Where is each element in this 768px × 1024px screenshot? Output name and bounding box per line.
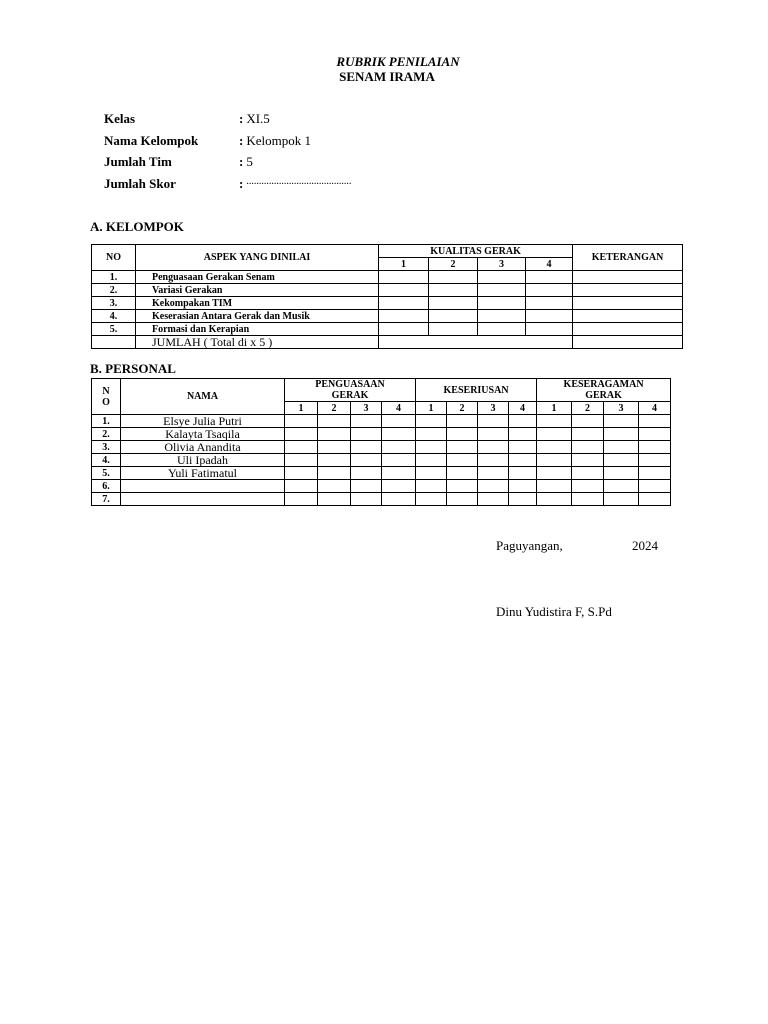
score-header: 3 [604,402,639,415]
col-no-line: O [102,396,110,408]
score-cell[interactable] [526,271,573,284]
score-cell[interactable] [351,428,382,441]
col-nama-header: NAMA [121,379,285,415]
col-penguasaan-header [285,379,416,402]
score-cell[interactable] [639,454,671,467]
table-row [92,271,683,284]
total-score-cell[interactable] [379,336,573,349]
score-header: 3 [478,402,509,415]
score-cell[interactable] [509,467,537,480]
score-cell[interactable] [318,467,351,480]
info-label: Nama Kelompok [104,132,199,148]
score-cell[interactable] [478,297,526,310]
score-cell[interactable] [604,454,639,467]
col-keterangan-header: KETERANGAN [573,245,683,271]
table-row [92,323,683,336]
info-label: Jumlah Skor [104,175,176,191]
row-nama: Yuli Fatimatul [121,467,285,480]
score-cell[interactable] [572,467,604,480]
row-no: 7. [92,493,121,506]
score-cell[interactable] [478,415,509,428]
score-cell[interactable] [379,323,429,336]
row-aspek: Penguasaan Gerakan Senam [136,271,379,284]
row-nama: Uli Ipadah [121,454,285,467]
row-no: 1. [92,271,136,284]
score-cell[interactable] [351,480,382,493]
score-cell[interactable] [318,480,351,493]
row-no: 3. [92,441,121,454]
score-cell[interactable] [318,428,351,441]
personal-table [91,378,671,506]
header-line: PENGUASAAN [315,379,385,390]
kelompok-table [91,244,683,349]
score-cell[interactable] [318,454,351,467]
score-cell[interactable] [478,454,509,467]
score-cell[interactable] [429,323,478,336]
score-cell[interactable] [526,323,573,336]
score-cell[interactable] [526,284,573,297]
score-cell[interactable] [478,271,526,284]
score-cell[interactable] [639,493,671,506]
header-line: GERAK [585,390,622,401]
score-cell[interactable] [478,284,526,297]
score-cell[interactable] [537,454,572,467]
row-no: 2. [92,428,121,441]
info-value: .......................................... [246,175,352,187]
score-cell[interactable] [447,428,478,441]
score-cell[interactable] [604,415,639,428]
score-cell[interactable] [639,467,671,480]
table-row [92,454,671,467]
document-title: RUBRIK PENILAIAN [336,54,460,69]
col-keseriusan-header: KESERIUSAN [416,379,537,402]
score-cell[interactable] [537,493,572,506]
header-line: GERAK [331,390,369,401]
info-colon: : [239,132,244,148]
info-block [104,111,351,197]
score-cell[interactable] [416,467,447,480]
score-cell[interactable] [429,271,478,284]
score-cell[interactable] [416,493,447,506]
header-line: KESERAGAMAN [563,379,644,390]
score-cell[interactable] [604,467,639,480]
score-cell[interactable] [429,297,478,310]
score-cell[interactable] [639,480,671,493]
col-kualitas-header: KUALITAS GERAK [379,245,573,258]
table-row [92,441,671,454]
score-cell[interactable] [604,428,639,441]
score-cell[interactable] [382,454,416,467]
score-cell[interactable] [416,480,447,493]
score-cell[interactable] [478,467,509,480]
table-row [92,297,683,310]
score-cell[interactable] [447,415,478,428]
score-cell[interactable] [572,480,604,493]
score-cell[interactable] [572,454,604,467]
col-no-header: NO [92,245,136,271]
score-cell[interactable] [509,441,537,454]
col-aspek-header: ASPEK YANG DINILAI [136,245,379,271]
total-no-cell [92,336,136,349]
table-row [92,310,683,323]
score-cell[interactable] [526,297,573,310]
score-cell[interactable] [509,428,537,441]
row-nama [121,493,285,506]
row-aspek: Keserasian Antara Gerak dan Musik [136,310,379,323]
score-cell[interactable] [604,441,639,454]
score-cell[interactable] [537,480,572,493]
score-cell[interactable] [604,493,639,506]
table-row [92,284,683,297]
score-cell[interactable] [379,297,429,310]
table-row [92,415,671,428]
document-subtitle: SENAM IRAMA [339,69,435,84]
score-cell[interactable] [416,454,447,467]
score-cell[interactable] [285,454,318,467]
score-header: 2 [572,402,604,415]
score-cell[interactable] [526,310,573,323]
col-keseragaman-header [537,379,671,402]
score-cell[interactable] [285,480,318,493]
table-header-row [92,245,683,258]
score-header: 1 [537,402,572,415]
info-row-jumlah-skor [104,176,351,198]
row-aspek: Variasi Gerakan [136,284,379,297]
table-row [92,467,671,480]
score-cell[interactable] [639,415,671,428]
row-no: 5. [92,467,121,480]
score-cell[interactable] [572,493,604,506]
score-cell[interactable] [639,441,671,454]
score-cell[interactable] [478,310,526,323]
row-aspek: Kekompakan TIM [136,297,379,310]
keterangan-cell[interactable] [573,297,683,310]
score-cell[interactable] [351,415,382,428]
row-no: 3. [92,297,136,310]
jumlah-label: JUMLAH ( Total di x 5 ) [136,336,379,349]
score-cell[interactable] [509,415,537,428]
score-cell[interactable] [382,428,416,441]
score-cell[interactable] [572,415,604,428]
keterangan-cell[interactable] [573,284,683,297]
score-cell[interactable] [351,441,382,454]
score-header: 2 [447,402,478,415]
table-header-row [92,379,671,402]
info-label: Jumlah Tim [104,154,172,169]
row-nama: Kalayta Tsaqila [121,428,285,441]
score-cell[interactable] [537,415,572,428]
score-cell[interactable] [379,271,429,284]
score-header: 3 [351,402,382,415]
score-cell[interactable] [478,441,509,454]
col-no-header [92,379,121,415]
score-cell[interactable] [537,428,572,441]
table-row [92,428,671,441]
info-colon: : [239,111,244,126]
score-cell[interactable] [351,454,382,467]
score-cell[interactable] [537,467,572,480]
score-cell[interactable] [447,467,478,480]
row-no: 4. [92,310,136,323]
row-no: 4. [92,454,121,467]
total-keterangan-cell[interactable] [573,336,683,349]
row-no: 1. [92,415,121,428]
info-value: XI.5 [246,111,270,126]
footer-signature: Dinu Yudistira F, S.Pd [496,604,612,619]
section-b-heading: B. PERSONAL [90,361,176,376]
col-no-line: N [102,385,110,397]
score-cell[interactable] [382,441,416,454]
score-cell[interactable] [478,480,509,493]
info-value: Kelompok 1 [246,132,311,148]
score-cell[interactable] [379,310,429,323]
score-cell[interactable] [285,415,318,428]
info-row-jumlah-tim [104,154,351,176]
section-a-heading: A. KELOMPOK [90,219,184,234]
score-cell[interactable] [604,480,639,493]
score-cell[interactable] [509,454,537,467]
table-row [92,493,671,506]
score-cell[interactable] [351,493,382,506]
score-cell[interactable] [416,428,447,441]
score-header: 1 [416,402,447,415]
score-cell[interactable] [318,493,351,506]
score-cell[interactable] [285,467,318,480]
info-label: Kelas [104,111,136,126]
score-header: 4 [526,258,573,271]
score-cell[interactable] [447,480,478,493]
score-cell[interactable] [639,428,671,441]
score-cell[interactable] [478,493,509,506]
score-cell[interactable] [416,441,447,454]
score-cell[interactable] [382,493,416,506]
row-no: 6. [92,480,121,493]
score-header: 1 [379,258,429,271]
score-cell[interactable] [382,415,416,428]
score-cell[interactable] [285,441,318,454]
footer-place: Paguyangan, [496,538,563,553]
score-cell[interactable] [447,493,478,506]
score-cell[interactable] [509,493,537,506]
score-cell[interactable] [379,284,429,297]
score-header: 1 [285,402,318,415]
score-header: 4 [509,402,537,415]
score-header: 2 [429,258,478,271]
score-header: 4 [382,402,416,415]
score-cell[interactable] [509,480,537,493]
score-cell[interactable] [572,441,604,454]
footer-year: 2024 [632,538,658,553]
score-header: 2 [318,402,351,415]
score-cell[interactable] [318,441,351,454]
score-cell[interactable] [382,467,416,480]
keterangan-cell[interactable] [573,323,683,336]
score-cell[interactable] [285,493,318,506]
score-cell[interactable] [351,467,382,480]
score-cell[interactable] [447,454,478,467]
table-row [92,480,671,493]
keterangan-cell[interactable] [573,310,683,323]
info-colon: : [239,154,244,169]
info-row-nama-kelompok [104,133,351,155]
score-cell[interactable] [416,415,447,428]
score-header: 4 [639,402,671,415]
row-aspek: Formasi dan Kerapian [136,323,379,336]
keterangan-cell[interactable] [573,271,683,284]
score-cell[interactable] [429,284,478,297]
score-cell[interactable] [572,428,604,441]
row-no: 5. [92,323,136,336]
row-no: 2. [92,284,136,297]
score-cell[interactable] [478,428,509,441]
score-cell[interactable] [285,428,318,441]
score-cell[interactable] [429,310,478,323]
score-cell[interactable] [447,441,478,454]
score-cell[interactable] [537,441,572,454]
row-nama: Elsye Julia Putri [121,415,285,428]
info-colon: : [239,175,244,191]
info-row-kelas [104,111,351,133]
row-nama: Olivia Anandita [121,441,285,454]
score-cell[interactable] [478,323,526,336]
info-value: 5 [246,154,253,169]
score-cell[interactable] [318,415,351,428]
table-total-row [92,336,683,349]
score-header: 3 [478,258,526,271]
score-cell[interactable] [382,480,416,493]
row-nama [121,480,285,493]
